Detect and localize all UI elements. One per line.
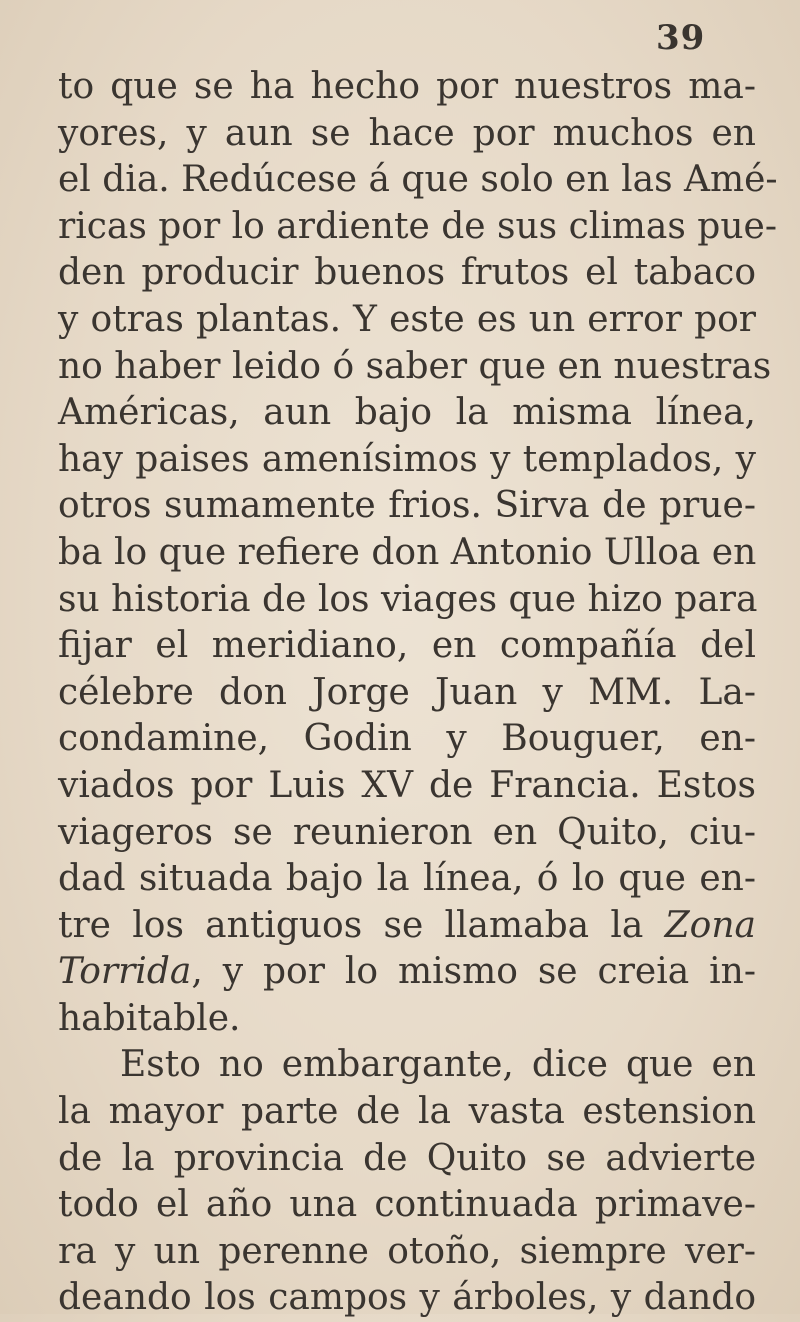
text-line — [58, 949, 756, 996]
text-line: deando los campos y árboles, y dando — [58, 1277, 756, 1319]
text-line: ra y un perenne otoño, siempre ver- — [58, 1230, 756, 1272]
italic-term: Zona — [664, 904, 756, 946]
text-line: dad situada bajo la línea, ó lo que en- — [58, 858, 756, 900]
text-line: la mayor parte de la vasta estension — [58, 1091, 756, 1133]
text-line: den producir buenos frutos el tabaco — [58, 252, 756, 294]
text-line: condamine, Godin y Bouguer, en- — [58, 718, 756, 760]
text-line: Esto no embargante, dice que en — [120, 1044, 756, 1086]
text-line: viados por Luis XV de Francia. Estos — [58, 764, 756, 806]
text-line: ba lo que refiere don Antonio Ulloa en — [58, 531, 757, 573]
text-segment: , y por lo mismo se creia in- — [191, 951, 756, 993]
text-line: el dia. Redúcese á que solo en las Amé- — [58, 159, 778, 201]
text-line: fijar el meridiano, en compañía del — [58, 625, 756, 667]
text-line: célebre don Jorge Juan y MM. La- — [58, 671, 756, 713]
text-line: todo el año una continuada primave- — [58, 1184, 756, 1226]
text-line: ricas por lo ardiente de sus climas pue- — [58, 205, 777, 247]
text-line — [58, 903, 756, 950]
italic-term: Torrida — [58, 951, 192, 993]
body-text — [58, 64, 778, 1322]
text-line: no haber leido ó saber que en nuestras — [58, 345, 772, 387]
text-line: to que se ha hecho por nuestros ma- — [58, 66, 756, 107]
text-line: su historia de los viages que hizo para — [58, 578, 758, 620]
page-number: 39 — [656, 18, 706, 58]
text-segment: tre los antiguos se llamaba la — [58, 904, 644, 946]
text-line: habitable. — [58, 997, 241, 1039]
text-line: hay paises amenísimos y templados, y — [58, 438, 756, 480]
text-line: yores, y aun se hace por muchos en — [58, 112, 756, 154]
text-line: otros sumamente frios. Sirva de prue- — [58, 485, 756, 527]
text-line: y otras plantas. Y este es un error por — [58, 298, 756, 340]
text-line: de la provincia de Quito se advierte — [58, 1137, 756, 1179]
text-line: viageros se reunieron en Quito, ciu- — [58, 811, 756, 853]
text-line: Américas, aun bajo la misma línea, — [58, 392, 756, 434]
